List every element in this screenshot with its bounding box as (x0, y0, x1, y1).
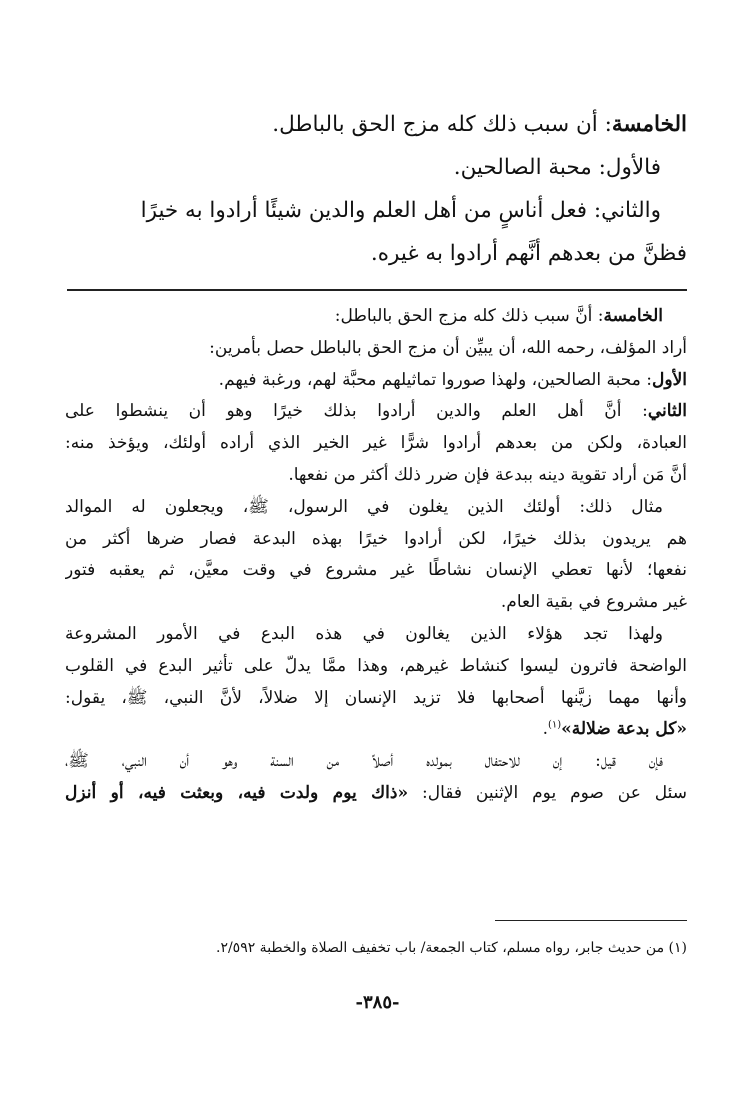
commentary-line: ولهذا تجد هؤلاء الذين يغالون في هذه البدع في الأمور المشروعة (65, 623, 663, 644)
commentary-line: غير مشروع في بقية العام. (500, 592, 687, 613)
commentary-line: هم يريدون بذلك خيرًا، لكن أرادوا خيرًا بهذه البدعة فصار ضرها أكثر من (65, 528, 687, 549)
hadith-quote: «ذاك يوم ولدت فيه، وبعثت فيه، أو أنزل (65, 782, 409, 803)
commentary-line: وأنها مهما زيَّنها أصحابها فلا تزيد الإنسان إلا ضلالاً، لأنَّ النبي، ﷺ، يقول: (65, 687, 687, 708)
page-number: -٣٨٥- (355, 992, 400, 1013)
commentary-line: أراد المؤلف، رحمه الله، أن يبيِّن أن مزج الحق بالباطل حصل بأمرين: (209, 337, 687, 358)
commentary-text (65, 301, 687, 810)
main-text (65, 103, 687, 275)
commentary-line (65, 365, 687, 397)
commentary-line: فإن قيل: إن للاحتفال بمولده أصلاً من السنة وهو أن النبي، ﷺ، (65, 751, 663, 772)
footnote: (١) من حديث جابر، رواه مسلم، كتاب الجمعة/ باب تخفيف الصلاة والخطبة ٢/٥٩٢. (215, 940, 687, 956)
commentary-line: مثال ذلك: أولئك الذين يغلون في الرسول، ﷺ، ويجعلون له الموالد (65, 496, 663, 517)
commentary-line-text: : أنَّ أهل العلم والدين أرادوا بذلك خيرًا وهو أن ينشطوا على (65, 401, 648, 422)
commentary-line: أنَّ مَن أراد تقوية دينه ببدعة فإن ضرر ذلك أكثر من نفعها. (288, 464, 687, 485)
commentary-line-text: : محبة الصالحين، ولهذا صوروا تماثيلهم محبَّة لهم، ورغبة فيهم. (218, 369, 653, 390)
main-line: فظنَّ من بعدهم أنَّهم أرادوا به غيره. (370, 241, 687, 266)
commentary-line (65, 396, 687, 428)
main-line-text: : أن سبب ذلك كله مزج الحق بالباطل. (272, 112, 612, 137)
heading-label: الخامسة (603, 306, 663, 326)
main-line: فالأول: محبة الصالحين. (453, 155, 661, 180)
hadith-quote: «كل بدعة ضلالة» (561, 719, 687, 740)
heading-label: الأول (652, 369, 687, 390)
commentary-line (65, 778, 687, 810)
footnote-rule (495, 920, 687, 921)
commentary-line (65, 714, 687, 746)
commentary-line-text: . (542, 719, 548, 740)
commentary-line: العبادة، ولكن من بعدهم أرادوا شرًّا غير الخير الذي أراده أولئك، ويؤخذ منه: (65, 433, 687, 454)
heading-label: الخامسة (611, 112, 687, 137)
main-line: والثاني: فعل أناسٍ من أهل العلم والدين شيئًا أرادوا به خيرًا (140, 198, 661, 223)
main-line (65, 103, 687, 146)
separator-rule (67, 289, 687, 291)
heading-label: الثاني (647, 401, 687, 422)
commentary-line: نفعها؛ لأنها تعطي الإنسان نشاطًا غير مشروع في وقت معيَّن، ثم يعقبه فتور (65, 560, 687, 581)
commentary-line-text: : أنَّ سبب ذلك كله مزج الحق بالباطل: (334, 306, 604, 326)
commentary-line (65, 301, 687, 333)
commentary-line: الواضحة فاترون ليسوا كنشاط غيرهم، وهذا ممَّا يدلّ على تأثير البدع في القلوب (65, 655, 687, 676)
commentary-line-text: سئل عن صوم يوم الإثنين فقال: (422, 782, 687, 803)
footnote-ref: (١) (547, 719, 562, 731)
